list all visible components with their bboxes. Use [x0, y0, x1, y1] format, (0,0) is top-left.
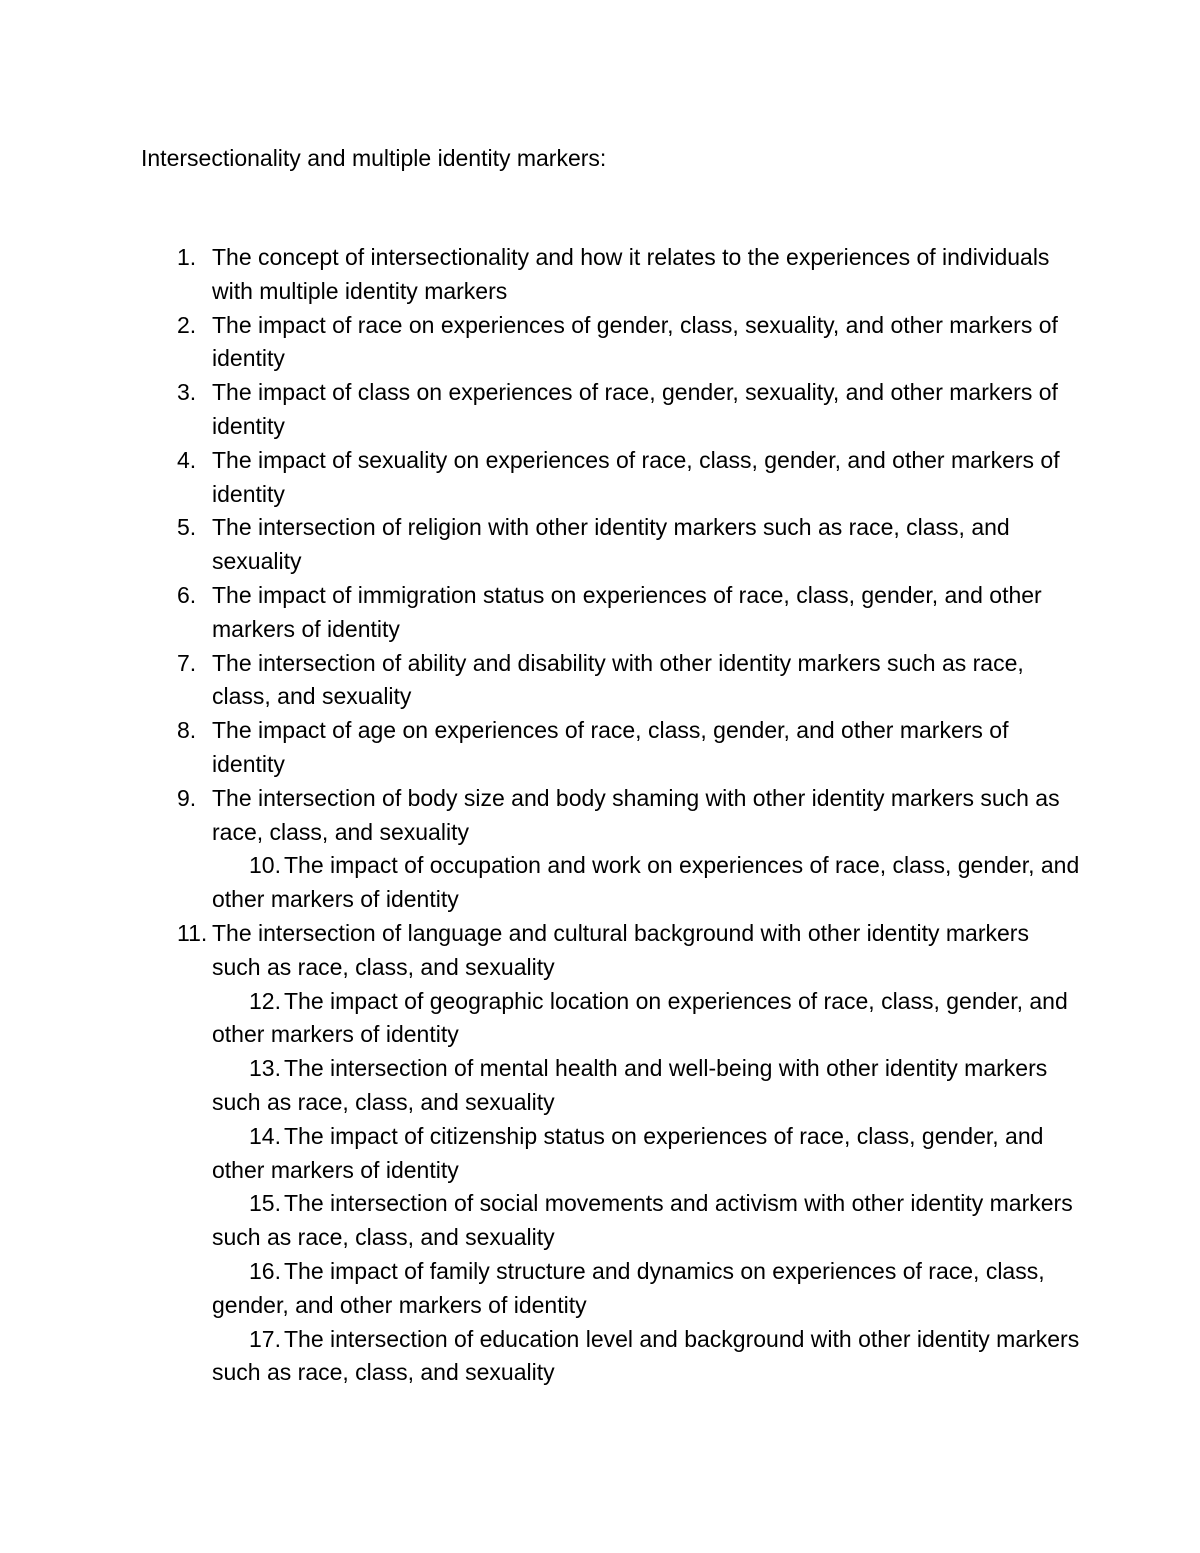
- list-item: [0, 849, 1082, 917]
- list-item-text: The impact of family structure and dynamics on experiences of race, class, gender, and other markers of identity: [212, 1257, 1045, 1318]
- list-item-number: 10.: [249, 852, 281, 879]
- list-item-text: The intersection of language and cultural background with other identity markers such as race, class, and sexuality: [212, 919, 1029, 980]
- list-item: [0, 309, 1082, 377]
- list-item-text: The impact of occupation and work on experiences of race, class, gender, and other markers of identity: [212, 852, 1080, 913]
- list-item: [0, 511, 1082, 579]
- list-item-text: The intersection of education level and background with other identity markers such as race, class, and sexuality: [212, 1325, 1080, 1386]
- list-item: [0, 1255, 1082, 1323]
- list-item-number: 2.: [177, 311, 197, 338]
- list-item-text: The concept of intersectionality and how it relates to the experiences of individuals with multiple identity markers: [212, 244, 1050, 304]
- list-item-number: 6.: [177, 581, 197, 608]
- list-item-number: 4.: [177, 446, 197, 473]
- list-item-text: The impact of geographic location on experiences of race, class, gender, and other markers of identity: [212, 987, 1068, 1048]
- list-item-number: 11.: [177, 919, 208, 946]
- list-item-text: The intersection of religion with other identity markers such as race, class, and sexuality: [212, 514, 1010, 575]
- list-item: [0, 1120, 1082, 1188]
- list-item: [0, 444, 1082, 512]
- list-item-text: The intersection of social movements and activism with other identity markers such as race, class, and sexuality: [212, 1190, 1073, 1251]
- list-item-number: 15.: [249, 1190, 281, 1217]
- list-item: [0, 241, 1082, 309]
- list-item-number: 3.: [177, 379, 197, 406]
- list-item: [0, 1323, 1082, 1391]
- list-item-text: The intersection of body size and body shaming with other identity markers such as race, class, and sexuality: [212, 784, 1060, 845]
- list-item-text: The intersection of mental health and well-being with other identity markers such as race, class, and sexuality: [212, 1055, 1048, 1115]
- list-item-number: 14.: [249, 1122, 281, 1149]
- list-item-text: The impact of age on experiences of race, class, gender, and other markers of identity: [212, 717, 1009, 777]
- list-item: [0, 1187, 1082, 1255]
- list-item-number: 16.: [249, 1257, 281, 1284]
- list-item-number: 1.: [177, 244, 197, 270]
- list-item-text: The impact of class on experiences of race, gender, sexuality, and other markers of identity: [212, 379, 1058, 439]
- list-item: [0, 917, 1082, 985]
- list-item-number: 12.: [249, 987, 281, 1014]
- list-item: [0, 985, 1082, 1053]
- list-item: [0, 376, 1082, 444]
- list-item-text: The impact of race on experiences of gender, class, sexuality, and other markers of identity: [212, 311, 1058, 372]
- list-item-number: 9.: [177, 784, 197, 811]
- list-item-text: The impact of sexuality on experiences of race, class, gender, and other markers of identity: [212, 446, 1060, 507]
- list-item: [0, 1052, 1082, 1120]
- topic-list: [0, 241, 1200, 1390]
- list-item: [0, 782, 1082, 850]
- list-item: [0, 647, 1082, 715]
- list-item-text: The impact of immigration status on experiences of race, class, gender, and other markers of identity: [212, 581, 1042, 642]
- list-item-text: The impact of citizenship status on experiences of race, class, gender, and other markers of identity: [212, 1122, 1044, 1183]
- list-item-number: 8.: [177, 717, 197, 744]
- list-item-text: The intersection of ability and disability with other identity markers such as race, class, and sexuality: [212, 649, 1024, 710]
- list-item-number: 17.: [249, 1325, 281, 1352]
- list-item-number: 7.: [177, 649, 197, 676]
- document-title: Intersectionality and multiple identity markers:: [141, 145, 607, 171]
- list-item: [0, 579, 1082, 647]
- list-item-number: 5.: [177, 514, 197, 541]
- list-item: [0, 714, 1082, 782]
- list-item-number: 13.: [249, 1055, 281, 1082]
